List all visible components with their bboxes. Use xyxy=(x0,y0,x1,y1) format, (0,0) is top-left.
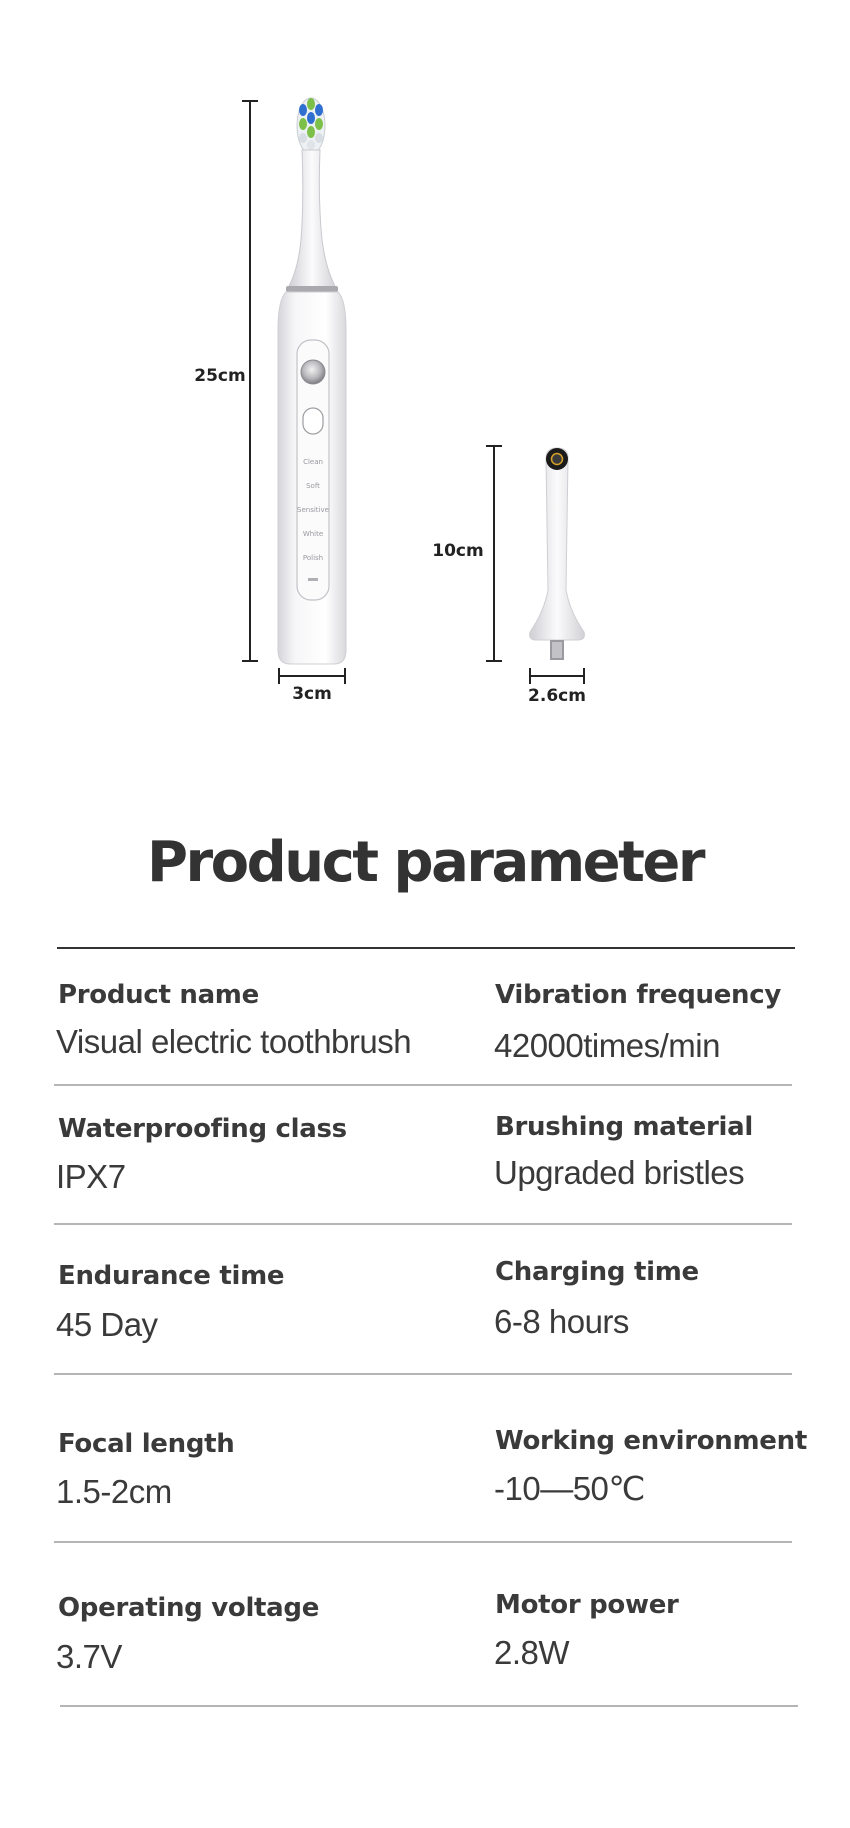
param-value-endurance-time: 45 Day xyxy=(56,1306,158,1343)
param-label-vibration-frequency: Vibration frequency xyxy=(495,980,782,1010)
camera-head-width-dimension xyxy=(528,668,586,706)
table-bottom-rule xyxy=(60,1705,798,1707)
param-label-focal-length: Focal length xyxy=(58,1429,235,1459)
row-divider xyxy=(54,1084,792,1086)
param-value-vibration-frequency: 42000times/min xyxy=(494,1027,720,1064)
camera-head-image xyxy=(530,448,585,660)
toothbrush-width-label: 3cm xyxy=(292,684,332,704)
camera-head-height-label: 10cm xyxy=(432,541,484,561)
table-top-rule xyxy=(57,947,795,949)
toothbrush-width-dimension xyxy=(279,668,345,704)
param-label-product-name: Product name xyxy=(58,980,259,1010)
row-divider xyxy=(54,1541,792,1543)
param-value-charging-time: 6-8 hours xyxy=(494,1303,629,1340)
param-label-waterproofing-class: Waterproofing class xyxy=(58,1114,347,1144)
param-value-product-name: Visual electric toothbrush xyxy=(56,1023,412,1060)
param-value-working-environment: -10—50℃ xyxy=(494,1470,645,1507)
mode-label-sensitive: Sensitive xyxy=(297,506,329,514)
toothbrush-height-label: 25cm xyxy=(194,366,246,386)
param-value-motor-power: 2.8W xyxy=(494,1634,570,1671)
param-value-operating-voltage: 3.7V xyxy=(56,1638,122,1675)
param-label-endurance-time: Endurance time xyxy=(58,1261,285,1291)
power-button-icon xyxy=(301,360,325,384)
camera-head-width-label: 2.6cm xyxy=(528,686,586,706)
param-label-charging-time: Charging time xyxy=(495,1257,699,1287)
bristles-icon xyxy=(297,98,325,154)
camera-head-height-dimension xyxy=(432,446,502,661)
mode-label-polish: Polish xyxy=(302,554,324,562)
section-title: Product parameter xyxy=(146,830,704,895)
param-label-brushing-material: Brushing material xyxy=(495,1112,754,1142)
toothbrush-height-dimension xyxy=(194,101,258,661)
param-value-waterproofing-class: IPX7 xyxy=(56,1158,126,1195)
toothbrush-image xyxy=(278,98,346,664)
mode-label-clean: Clean xyxy=(303,458,323,466)
param-value-focal-length: 1.5-2cm xyxy=(56,1473,172,1510)
battery-indicator-icon xyxy=(308,578,318,581)
param-label-working-environment: Working environment xyxy=(495,1426,807,1456)
row-divider xyxy=(54,1373,792,1375)
product-dimension-illustration xyxy=(0,0,850,720)
param-label-operating-voltage: Operating voltage xyxy=(58,1593,320,1623)
mode-button-icon xyxy=(303,408,323,434)
param-value-brushing-material: Upgraded bristles xyxy=(494,1154,745,1191)
row-divider xyxy=(54,1223,792,1225)
mode-label-white: White xyxy=(302,530,324,538)
mode-label-soft: Soft xyxy=(306,482,320,490)
param-label-motor-power: Motor power xyxy=(495,1590,679,1620)
